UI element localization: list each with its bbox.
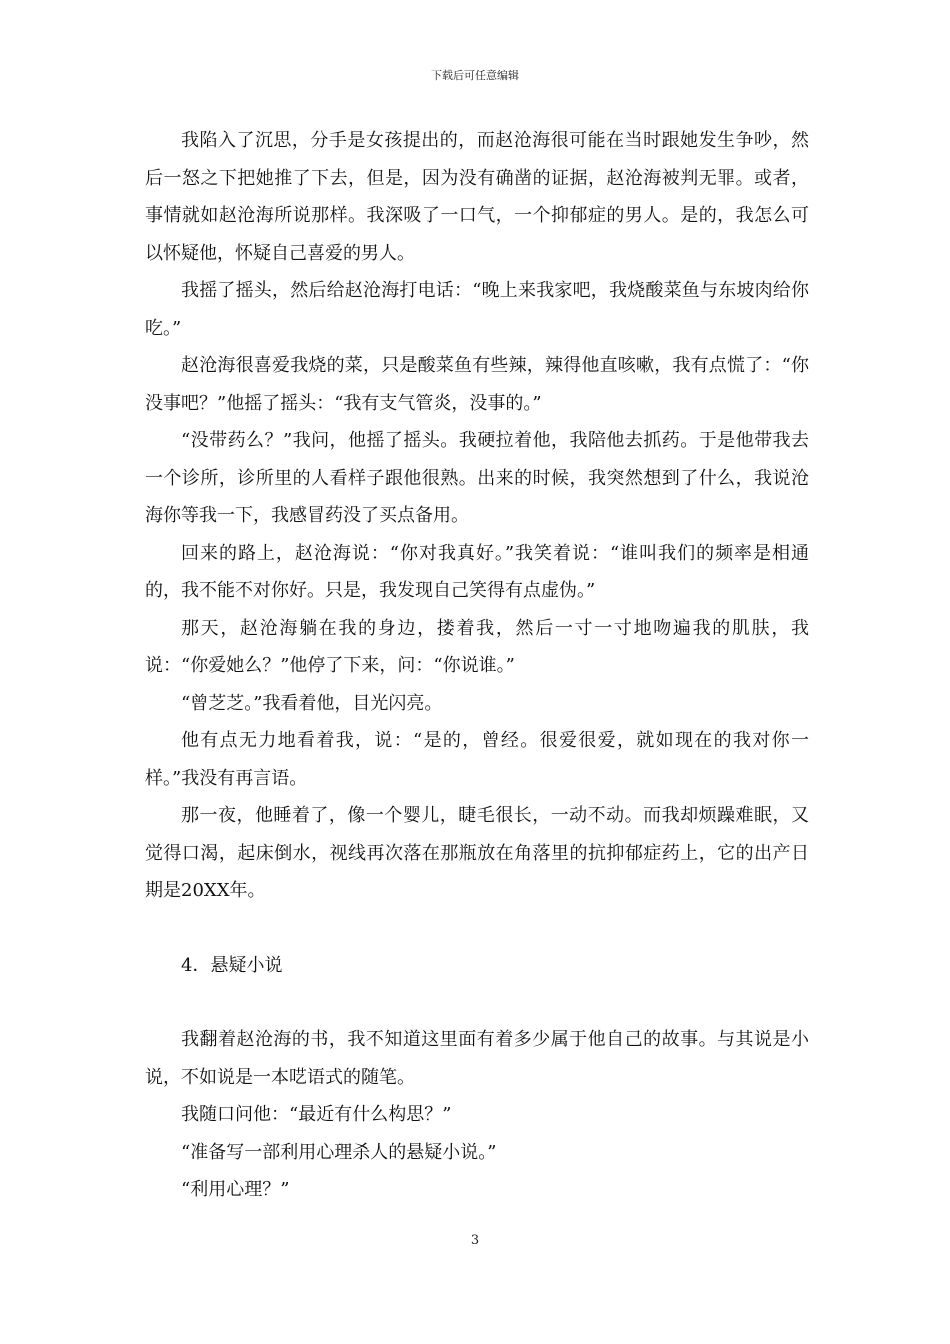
document-body xyxy=(145,122,809,1209)
paragraph: 我随口问他：“最近有什么构思？” xyxy=(181,1104,452,1125)
paragraph: 我翻着赵沧海的书，我不知道这里面有着多少属于他自己的故事。与其说是小说，不如说是一本呓语式的随笔。 xyxy=(145,1029,809,1088)
page-header: 下载后可任意编辑 xyxy=(431,69,519,82)
paragraph: 我摇了摇头，然后给赵沧海打电话：“晚上来我家吧，我烧酸菜鱼与东坡肉给你吃。” xyxy=(145,280,809,339)
paragraph: 我陷入了沉思，分手是女孩提出的，而赵沧海很可能在当时跟她发生争吵，然后一怒之下把她推了下去，但是，因为没有确凿的证据，赵沧海被判无罪。或者，事情就如赵沧海所说那样。我深吸了一口气，一个抑郁症的男人。是的，我怎么可以怀疑他，怀疑自己喜爱的男人。 xyxy=(145,130,809,264)
page-number: 3 xyxy=(470,1233,480,1248)
paragraph: 那一夜，他睡着了，像一个婴儿，睫毛很长，一动不动。而我却烦躁难眠，又觉得口渴，起床倒水，视线再次落在那瓶放在角落里的抗抑郁症药上，它的出产日期是20XX年。 xyxy=(145,805,809,901)
paragraph: 那天，赵沧海躺在我的身边，搂着我，然后一寸一寸地吻遍我的肌肤，我说：“你爱她么？”他停了下来，问：“你说谁。” xyxy=(145,617,809,676)
paragraph: “利用心理？” xyxy=(181,1179,290,1200)
paragraph: 赵沧海很喜爱我烧的菜，只是酸菜鱼有些辣，辣得他直咳嗽，我有点慌了：“你没事吧？”他摇了摇头：“我有支气管炎，没事的。” xyxy=(145,355,809,414)
paragraph: 回来的路上，赵沧海说：“你对我真好。”我笑着说：“谁叫我们的频率是相通的，我不能不对你好。只是，我发现自己笑得有点虚伪。” xyxy=(145,542,809,601)
paragraph: “曾芝芝。”我看着他，目光闪亮。 xyxy=(181,692,443,714)
paragraph: 他有点无力地看着我，说：“是的，曾经。很爱很爱，就如现在的我对你一样。”我没有再言语。 xyxy=(145,730,809,789)
paragraph: “没带药么？”我问，他摇了摇头。我硬拉着他，我陪他去抓药。于是他带我去一个诊所，诊所里的人看样子跟他很熟。出来的时候，我突然想到了什么，我说沧海你等我一下，我感冒药没了买点备用。 xyxy=(145,430,809,526)
paragraph: “准备写一部利用心理杀人的悬疑小说。” xyxy=(181,1141,497,1163)
section-heading: 4．悬疑小说 xyxy=(181,954,283,976)
